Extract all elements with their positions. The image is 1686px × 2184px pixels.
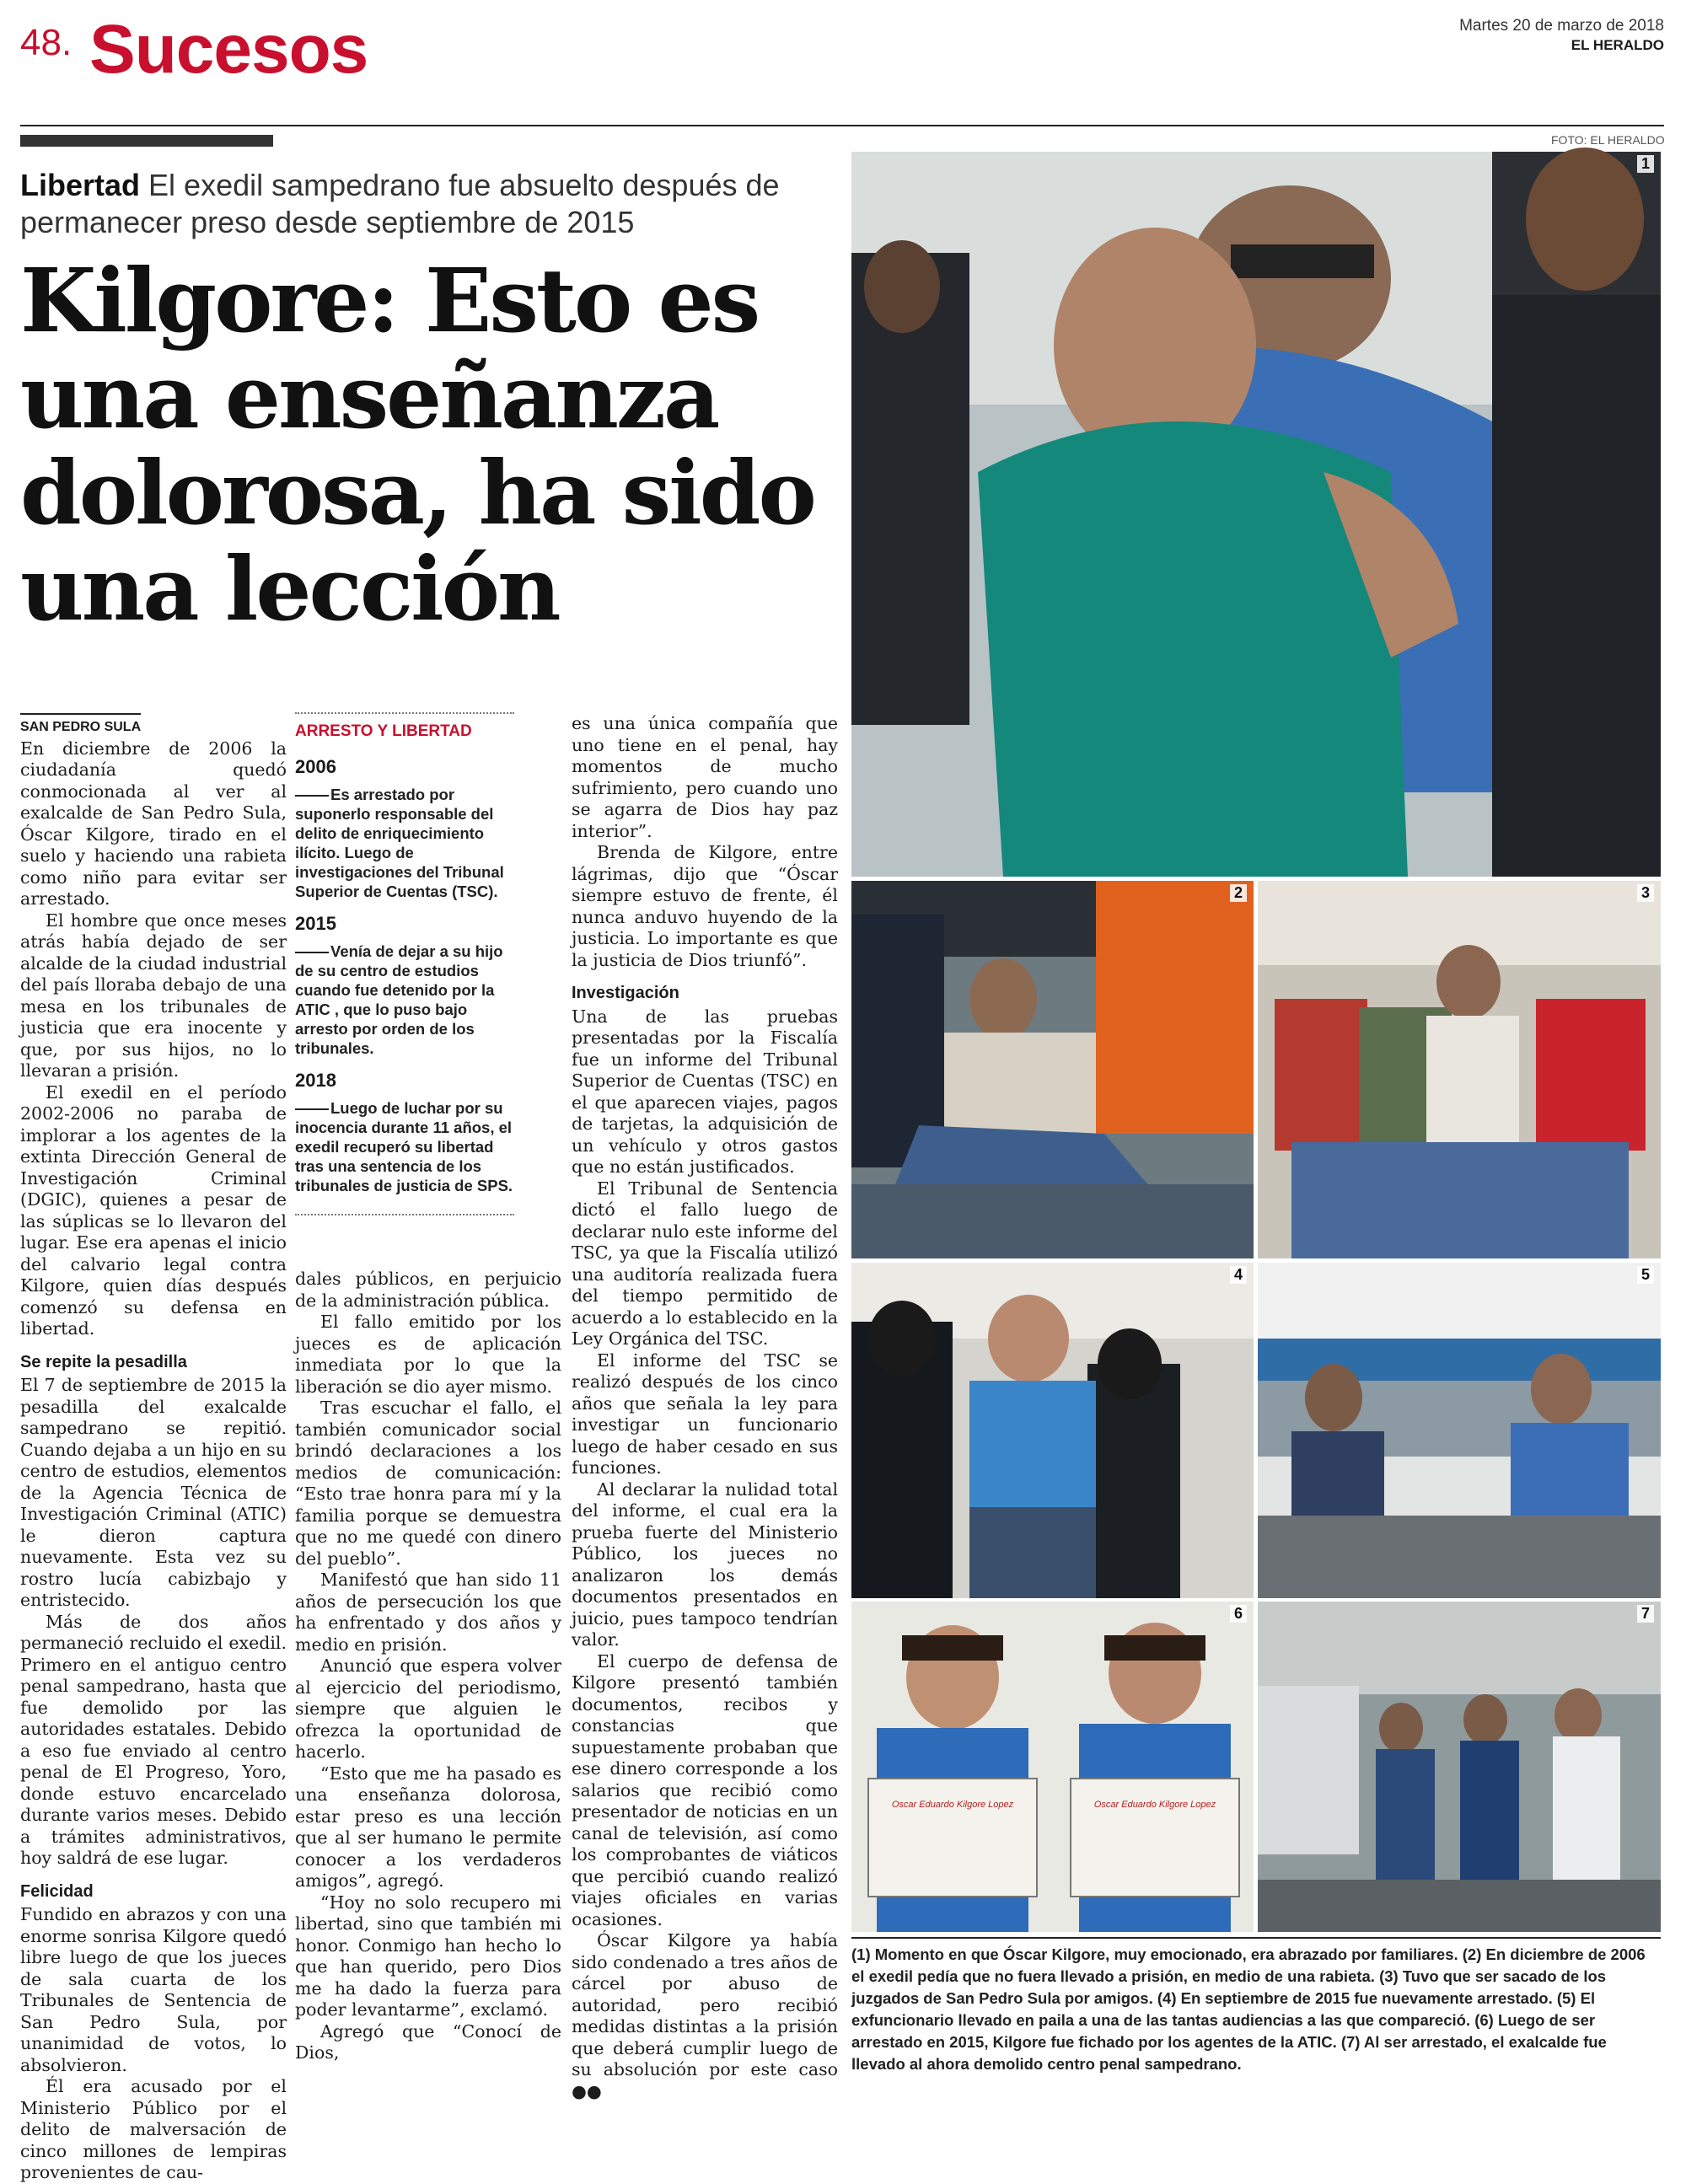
timeline-entry: Venía de dejar a su hijo de su centro de estudios cuando fue detenido por la ATIC , que lo puso bajo arresto por orden de los tribunales.: [295, 942, 503, 1057]
paragraph: Anunció que espera volver al ejercicio del periodismo, siempre que alguien le ofrezca la oportunidad de hacerlo.: [295, 1655, 561, 1762]
kicker: [20, 167, 830, 241]
article-column-1: [20, 713, 287, 2184]
photo-number: 7: [1637, 1605, 1654, 1623]
photo-3-image: [1258, 881, 1661, 1258]
paragraph: Tras escuchar el fallo, el también comunicador social brindó declaraciones a los medios de comunicación: “Esto trae honra para mí y la familia porque se demuestra que no me quedé con dinero del pueblo”.: [295, 1398, 561, 1569]
paragraph: Agregó que “Conocí de Dios,: [295, 2020, 561, 2063]
paragraph: El fallo emitido por los jueces es de aplicación inmediata por lo que la liberación se dio ayer mismo.: [295, 1312, 561, 1397]
paragraph: El Tribunal de Sentencia dictó el fallo luego de declarar nulo este informe del TSC, ya que la Fiscalía utilizó una auditoría realizada fuera del tiempo permitido de acuerdo a lo establecido en la Ley Orgánica del TSC.: [572, 1178, 838, 1349]
sidebar-title: ARRESTO Y LIBERTAD: [295, 722, 472, 740]
photo-number: 1: [1637, 155, 1654, 173]
timeline-year: 2015: [295, 913, 336, 934]
photo-4-image: [851, 1263, 1254, 1598]
photo-number: 2: [1230, 884, 1247, 902]
newspaper-name: EL HERALDO: [1571, 37, 1664, 53]
subheading: Investigación: [572, 984, 679, 1002]
photo-5-truck: [1258, 1263, 1661, 1598]
timeline-year: 2018: [295, 1070, 336, 1091]
kicker-label: Libertad: [20, 168, 141, 202]
paragraph: Más de dos años permaneció recluido el exedil. Primero en el antiguo centro penal sampedrano, hasta que fue demolido por las autoridades estatales. Debido a eso fue enviado al centro penal de El Progreso, Yoro, donde estuvo encarcelado durante varios meses. Debido a trámites administrativos, hoy saldrá de ese lugar.: [20, 1611, 287, 1868]
photo-5-image: [1258, 1263, 1661, 1598]
issue-date: Martes 20 de marzo de 2018: [1459, 17, 1664, 35]
article-column-2: [295, 1269, 561, 2064]
photo-7-image: [1258, 1602, 1661, 1932]
photo-7-jail: [1258, 1602, 1661, 1932]
paragraph: Brenda de Kilgore, entre lágrimas, dijo que “Óscar siempre estuvo de frente, él nunca anduvo huyendo de la justicia. Lo importante es que la justicia de Dios triunfó”.: [572, 842, 838, 970]
paragraph: El 7 de septiembre de 2015 la pesadilla del exalcalde sampedrano se repitió. Cuando dejaba a un hijo en su centro de estudios, elementos de la Agencia Técnica de Investigación Criminal (ATIC) le dieron captura nuevamente. Esta vez su rostro lucía cabizbajo y entristecido.: [20, 1375, 287, 1610]
photo-number: 3: [1637, 884, 1654, 902]
photo-credit: FOTO: EL HERALDO: [1551, 133, 1665, 147]
photo-4-arrest: [851, 1263, 1254, 1598]
photo-caption: (1) Momento en que Óscar Kilgore, muy emocionado, era abrazado por familiares. (2) En diciembre de 2006 el exedil pedía que no fuera llevado a prisión, en medio de una rabieta. (3) Tuvo que ser sacado de los juzgados de San Pedro Sula por amigos. (4) En septiembre de 2015 fue nuevamente arrestado. (5) El exfuncionario llevado en paila a una de las tantas audiencias a las que compareció. (6) Luego de ser arrestado en 2015, Kilgore fue fichado por los agentes de la ATIC. (7) Al ser arrestado, el exalcalde fue llevado al ahora demolido centro penal sampedrano.: [851, 1937, 1661, 2075]
paragraph: “Hoy no solo recupero mi libertad, sino que también mi honor. Conmigo han hecho lo que han querido, pero Dios me ha dado la fuerza para poder levantarme”, exclamó.: [295, 1892, 561, 2020]
subheading: Felicidad: [20, 1881, 94, 1901]
paragraph: Una de las pruebas presentadas por la Fiscalía fue un informe del Tribunal Superior de Cuentas (TSC) en el que aparecen viajes, pagos de tarjetas, la adquisición de un vehículo y otros gastos que no están justificados.: [572, 1006, 838, 1177]
photo-2-tantrum: [851, 881, 1254, 1258]
placard-text-right: Oscar Eduardo Kilgore Lopez: [1093, 1800, 1216, 1810]
paragraph: Al declarar la nulidad total del informe, el cual era la prueba fuerte del Ministerio Público, los jueces no analizaron los demás documentos presentados en juicio, pues tampoco tendrían valor.: [572, 1478, 838, 1650]
paragraph: “Esto que me ha pasado es una enseñanza dolorosa, estar preso es una lección que al ser humano le permite conocer a los verdaderos amigos”, agregó.: [295, 1763, 561, 1891]
paragraph: Manifestó que han sido 11 años de persecución los que ha enfrentado y dos años y medio en prisión.: [295, 1570, 561, 1655]
timeline-year: 2006: [295, 756, 336, 777]
photo-6-image: [851, 1602, 1254, 1932]
sidebar-rule: [295, 1214, 514, 1215]
subheading: Se repite la pesadilla: [20, 1352, 187, 1371]
paragraph: es una única compañía que uno tiene en el penal, hay momentos de mucho sufrimiento, pero cuando uno se agarra de Dios hay paz interior”.: [572, 713, 838, 841]
timeline-entry: Es arrestado por suponerlo responsable del delito de enriquecimiento ilícito. Luego de investigaciones del Tribunal Superior de Cuentas (TSC).: [295, 786, 504, 900]
article-column-3: [572, 713, 838, 2102]
photo-number: 6: [1230, 1605, 1247, 1623]
photo-3-escorted: [1258, 881, 1661, 1258]
paragraph: Fundido en abrazos y con una enorme sonrisa Kilgore quedó libre luego de que los jueces de sala cuarta de los Tribunales de Sentencia de San Pedro Sula, por unanimidad de votos, lo absolvieron.: [20, 1904, 287, 2075]
paragraph: dales públicos, en perjuicio de la administración pública.: [295, 1269, 561, 1311]
page-header: [20, 11, 1664, 126]
timeline-entry: Luego de luchar por su inocencia durante 11 años, el exedil recuperó su libertad tras una sentencia de los tribunales de justicia de SPS.: [295, 1099, 513, 1194]
paragraph: Óscar Kilgore ya había sido condenado a tres años de cárcel por abuso de autoridad, pero recibió medidas distintas a la prisión que deberá cumplir luego de su absolución por este caso ●●: [572, 1930, 838, 2101]
headline: Kilgore: Esto es una enseñanza dolorosa, ha sido una lección: [20, 249, 814, 641]
paragraph: En diciembre de 2006 la ciudadanía quedó conmocionada al ver al exalcalde de San Pedro Sula, Óscar Kilgore, tirado en el suelo y haciendo una rabieta como niño para evitar ser arrestado.: [20, 738, 287, 909]
paragraph: El informe del TSC se realizó después de los cinco años que señala la ley para investigar un funcionario luego de haber cesado en sus funciones.: [572, 1350, 838, 1478]
photo-6-mugshots: [851, 1602, 1254, 1932]
timeline-sidebar: [295, 712, 514, 1215]
paragraph: Él era acusado por el Ministerio Público por el delito de malversación de cinco millones de lempiras provenientes de cau-: [20, 2076, 287, 2182]
placard-text-left: Oscar Eduardo Kilgore Lopez: [891, 1800, 1014, 1810]
photo-number: 4: [1230, 1266, 1247, 1284]
paragraph: El cuerpo de defensa de Kilgore presentó también documentos, recibos y constancias que supuestamente probaban que ese dinero corresponde a los salarios que recibió como presentador de noticias en un canal de televisión, así como los comprobantes de viáticos que percibió cuando realizó viajes oficiales en varias ocasiones.: [572, 1650, 838, 1929]
sidebar-rule: [295, 712, 514, 714]
photo-2-image: [851, 881, 1254, 1258]
photo-1-embrace: [851, 152, 1661, 877]
page-number: 48.: [20, 22, 72, 63]
dateline: SAN PEDRO SULA: [20, 713, 141, 738]
photo-number: 5: [1637, 1266, 1654, 1284]
paragraph: El hombre que once meses atrás había dejado de ser alcalde de la ciudad industrial del país lloraba debajo de una mesa en los tribunales de justicia que era inocente y que, por sus hijos, no lo llevaran a prisión.: [20, 910, 287, 1081]
section-title: Sucesos: [89, 11, 368, 88]
paragraph: El exedil en el período 2002-2006 no paraba de implorar a los agentes de la extinta Dirección General de Investigación Criminal (DGIC), quienes a pesar de las súplicas se lo llevaron del lugar. Ese era apenas el inicio del calvario legal contra Kilgore, quien días después comenzó su defensa en libertad.: [20, 1081, 287, 1339]
photo-1-image: [851, 152, 1661, 877]
kicker-rule: [20, 135, 273, 147]
kicker-text: El exedil sampedrano fue absuelto después de permanecer preso desde septiembre de 2015: [20, 168, 780, 239]
